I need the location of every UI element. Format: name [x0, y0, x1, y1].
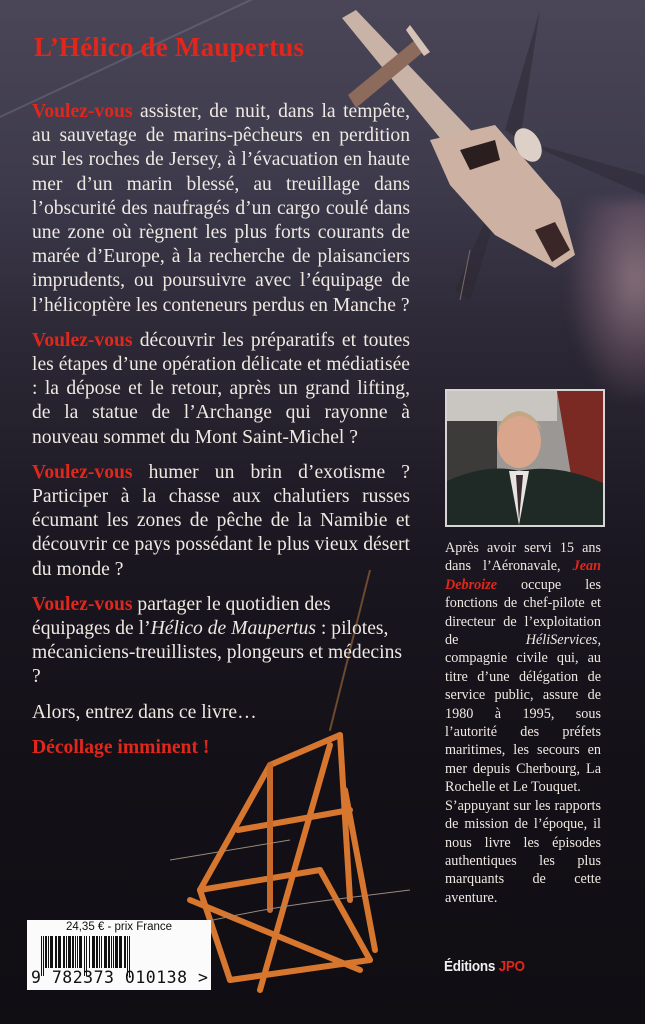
barcode-bar — [77, 936, 78, 968]
bio-text: , compagnie civile qui, au titre d’une délégation de service public, assure de 1980 à 1995, sous l’autorité des préfets maritimes, les secours en mer depuis Cherbourg, La Rochelle et Le Touquet. — [445, 632, 601, 796]
barcode-bar — [63, 936, 65, 968]
rotor-blade — [505, 10, 540, 140]
author-portrait — [447, 391, 603, 525]
barcode-bar — [119, 936, 122, 968]
highlight-lead: Voulez-vous — [32, 329, 133, 351]
blurb-paragraph — [32, 593, 410, 690]
highlight-lead: Voulez-vous — [32, 461, 133, 483]
publisher-prefix: Éditions — [444, 958, 499, 975]
barcode-bar — [115, 936, 118, 968]
author-bio — [445, 539, 601, 907]
highlight-lead: Voulez-vous — [32, 101, 133, 122]
blurb-paragraph — [32, 100, 410, 318]
bio-paragraph — [445, 539, 601, 797]
invitation-line: Alors, entrez dans ce livre… — [32, 701, 257, 723]
barcode-bar — [72, 936, 74, 968]
barcode-bar — [124, 936, 126, 968]
barcode-bar — [96, 936, 98, 968]
publisher-logo — [444, 958, 525, 975]
barcode-bar — [45, 936, 47, 968]
barcode-bar — [48, 936, 49, 968]
barcode-bar — [55, 936, 57, 968]
closing-line: Décollage imminent ! — [32, 736, 210, 758]
barcode-bar — [68, 936, 71, 968]
bio-paragraph: S’appuyant sur les rapports de mission de l’époque, il nous livre les épisodes authentiques les plus marquants de cette aventure. — [445, 797, 601, 906]
barcode-label — [27, 920, 211, 990]
barcode-bar — [113, 936, 114, 968]
blurb — [32, 100, 410, 771]
bio-text: Après avoir servi 15 ans dans l’Aéronavale, — [445, 540, 601, 575]
isbn-number: 9 782373 010138 > — [31, 968, 209, 987]
price-label: 24,35 € - prix France — [65, 921, 173, 933]
company-name: HéliServices — [525, 632, 598, 649]
author-name: Jean Debroize — [445, 558, 601, 593]
barcode-bar — [66, 936, 67, 968]
barcode-bar — [89, 936, 90, 968]
barcode-bar — [92, 936, 95, 968]
bio-text: occupe les fonctions de chef-pilote et directeur de l’exploitation de — [445, 576, 601, 649]
barcode-bar — [50, 936, 53, 968]
barcode-bar — [79, 936, 82, 968]
publisher-brand: JPO — [498, 958, 525, 975]
book-title-italic: Hélico de Maupertus — [150, 618, 317, 640]
barcode-bar — [111, 936, 112, 968]
paragraph-text: humer un brin d’exotisme ? Participer à la chasse aux chalutiers russes écumant les zones de pêche de la Namibie et découvrir ce pays possédant le plus vieux désert du monde ? — [32, 461, 410, 580]
paragraph-text: découvrir les préparatifs et toutes les étapes d’une opération délicate et médiatisée : la dépose et le retour, après un grand lifting, de la statue de l’Archange qui rayonne à nouveau sommet du Mont Saint-Michel ? — [32, 329, 410, 448]
author-photo — [445, 389, 605, 527]
barcode-bar — [104, 936, 107, 968]
highlight-lead: Voulez-vous — [32, 593, 133, 615]
paragraph-text: partager le quotidien des équipages de l’ — [32, 593, 331, 640]
barcode-bar — [101, 936, 102, 968]
paragraph-text: : pilotes, mécaniciens-treuillistes, plongeurs et médecins ? — [32, 618, 402, 688]
barcode-bar — [108, 936, 110, 968]
barcode-bar — [99, 936, 100, 968]
barcode-bar — [75, 936, 76, 968]
paragraph-text: assister, de nuit, dans la tempête, au sauvetage de marins-pêcheurs en perdition sur les roches de Jersey, à l’évacuation en haute mer d’un marin blessé, au treuillage dans l’obscurité des naufragés d’un cargo coulé dans une zone où règnent les plus forts courants de marée d’Europe, à la recherche de plaisanciers imprudents, ou poursuivre avec l’équipage de l’hélicoptère les conteneurs perdus en Manche ? — [32, 101, 410, 316]
barcode-bar — [58, 936, 61, 968]
book-title: L’Hélico de Maupertus — [34, 32, 305, 62]
blurb-paragraph — [32, 329, 410, 450]
blurb-paragraph — [32, 461, 410, 582]
